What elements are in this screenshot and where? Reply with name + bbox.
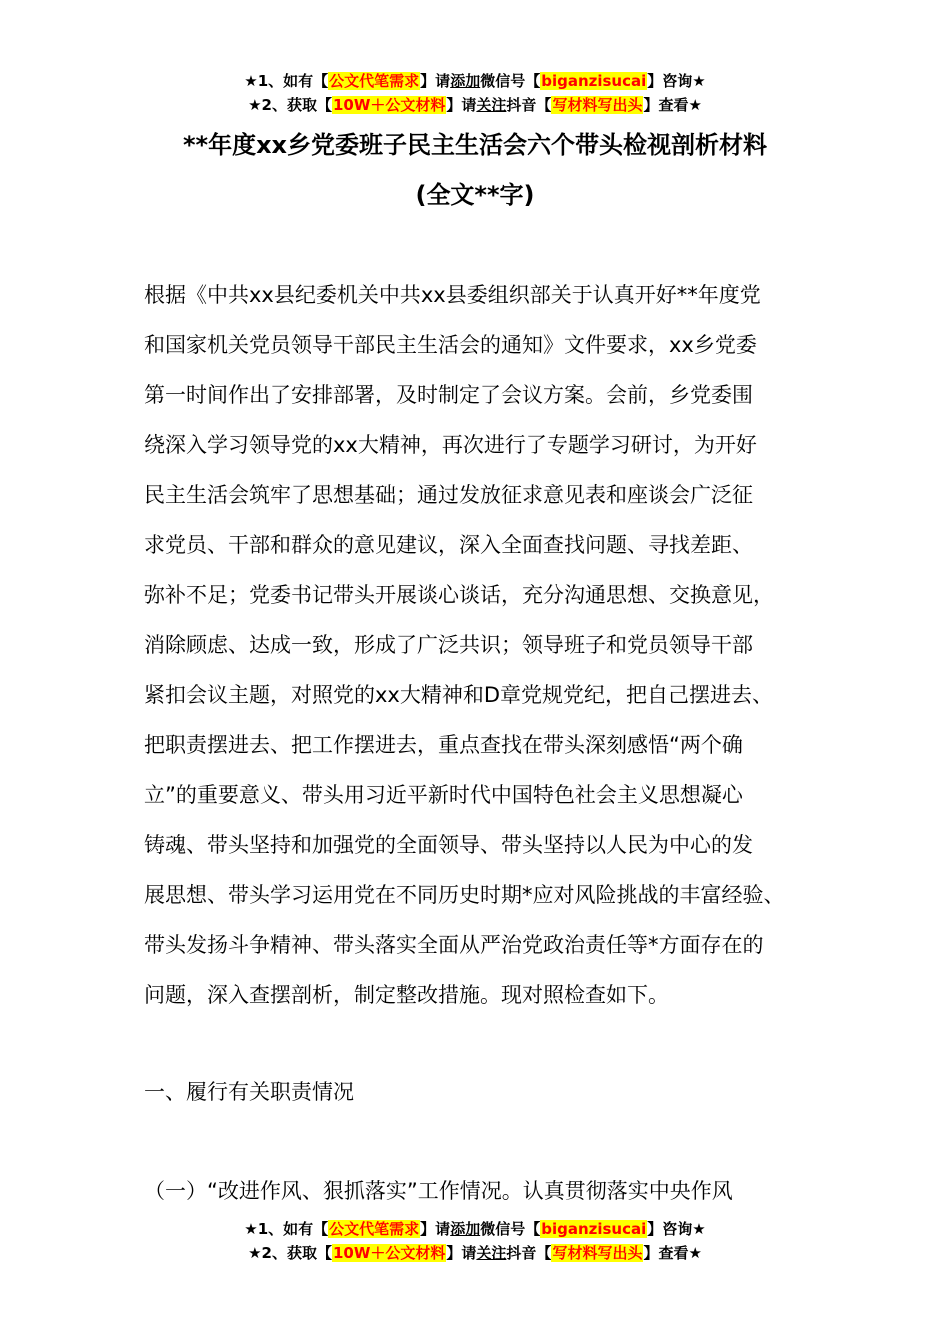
- banner-highlight: biganzisucai: [541, 72, 647, 90]
- banner-text: 】咨询★: [647, 72, 706, 90]
- paragraph-line: 带头发扬斗争精神、带头落实全面从严治党政治责任等*方面存在的: [144, 933, 764, 957]
- banner-text: ★2、获取【: [248, 96, 332, 114]
- section-heading: 一、履行有关职责情况: [144, 1080, 354, 1104]
- paragraph-line: 民主生活会筑牢了思想基础；通过发放征求意见表和座谈会广泛征: [144, 483, 753, 507]
- banner-text: ★2、获取【: [248, 1244, 332, 1262]
- banner-line-2: [0, 1241, 950, 1265]
- document-subtitle: (全文**字): [415, 181, 535, 209]
- paragraph-line: 根据《中共xx县纪委机关中共xx县委组织部关于认真开好**年度党: [144, 283, 761, 307]
- banner-text: 】请: [446, 1244, 477, 1262]
- banner-text: 抖音【: [506, 96, 552, 114]
- banner-highlight: 公文代笔需求: [329, 1220, 420, 1238]
- paragraph-line: 问题，深入查摆剖析，制定整改措施。现对照检查如下。: [144, 983, 669, 1007]
- banner-underline: 关注: [476, 96, 507, 114]
- paragraph-line: 展思想、带头学习运用党在不同历史时期*应对风险挑战的丰富经验、: [144, 883, 785, 907]
- paragraph-line: 绕深入学习领导党的xx大精神，再次进行了专题学习研讨，为开好: [144, 433, 757, 457]
- banner-highlight: 写材料写出头: [552, 1244, 643, 1262]
- paragraph-line: 铸魂、带头坚持和加强党的全面领导、带头坚持以人民为中心的发: [144, 833, 753, 857]
- paragraph-line: 立”的重要意义、带头用习近平新时代中国特色社会主义思想凝心: [144, 783, 743, 807]
- banner-highlight: biganzisucai: [541, 1220, 647, 1238]
- banner-text: 】请: [420, 72, 451, 90]
- banner-text: ★1、如有【: [244, 72, 329, 90]
- document-title: **年度xx乡党委班子民主生活会六个带头检视剖析材料: [182, 131, 768, 159]
- banner-highlight: 公文代笔需求: [329, 72, 420, 90]
- paragraph-line: 求党员、干部和群众的意见建议，深入全面查找问题、寻找差距、: [144, 533, 753, 557]
- paragraph-line: 弥补不足；党委书记带头开展谈心谈话，充分沟通思想、交换意见，: [144, 583, 774, 607]
- banner-underline: 关注: [476, 1244, 507, 1262]
- banner-text: 微信号【: [480, 1220, 541, 1238]
- banner-line-1: [0, 69, 950, 93]
- bottom-banner: [0, 1217, 950, 1265]
- banner-line-2: [0, 93, 950, 117]
- banner-underline: 添加: [450, 72, 481, 90]
- banner-text: 】请: [446, 96, 477, 114]
- paragraph-line: 紧扣会议主题，对照党的xx大精神和D章党规党纪，把自己摆进去、: [144, 683, 774, 707]
- paragraph-line: 第一时间作出了安排部署，及时制定了会议方案。会前，乡党委围: [144, 383, 753, 407]
- banner-highlight: 10W＋公文材料: [332, 96, 446, 114]
- banner-text: 】查看★: [643, 96, 702, 114]
- top-banner: [0, 69, 950, 117]
- paragraph-line: 和国家机关党员领导干部民主生活会的通知》文件要求，xx乡党委: [144, 333, 757, 357]
- banner-line-1: [0, 1217, 950, 1241]
- body-paragraph: [144, 270, 834, 1020]
- banner-highlight: 10W＋公文材料: [332, 1244, 446, 1262]
- banner-text: 】查看★: [643, 1244, 702, 1262]
- subsection-paragraph: （一）“改进作风、狠抓落实”工作情况。认真贯彻落实中央作风: [144, 1179, 733, 1203]
- banner-text: 】咨询★: [647, 1220, 706, 1238]
- banner-highlight: 写材料写出头: [552, 96, 643, 114]
- banner-text: 微信号【: [480, 72, 541, 90]
- banner-underline: 添加: [450, 1220, 481, 1238]
- paragraph-line: 把职责摆进去、把工作摆进去，重点查找在带头深刻感悟“两个确: [144, 733, 743, 757]
- paragraph-line: 消除顾虑、达成一致，形成了广泛共识；领导班子和党员领导干部: [144, 633, 753, 657]
- banner-text: ★1、如有【: [244, 1220, 329, 1238]
- banner-text: 抖音【: [506, 1244, 552, 1262]
- banner-text: 】请: [420, 1220, 451, 1238]
